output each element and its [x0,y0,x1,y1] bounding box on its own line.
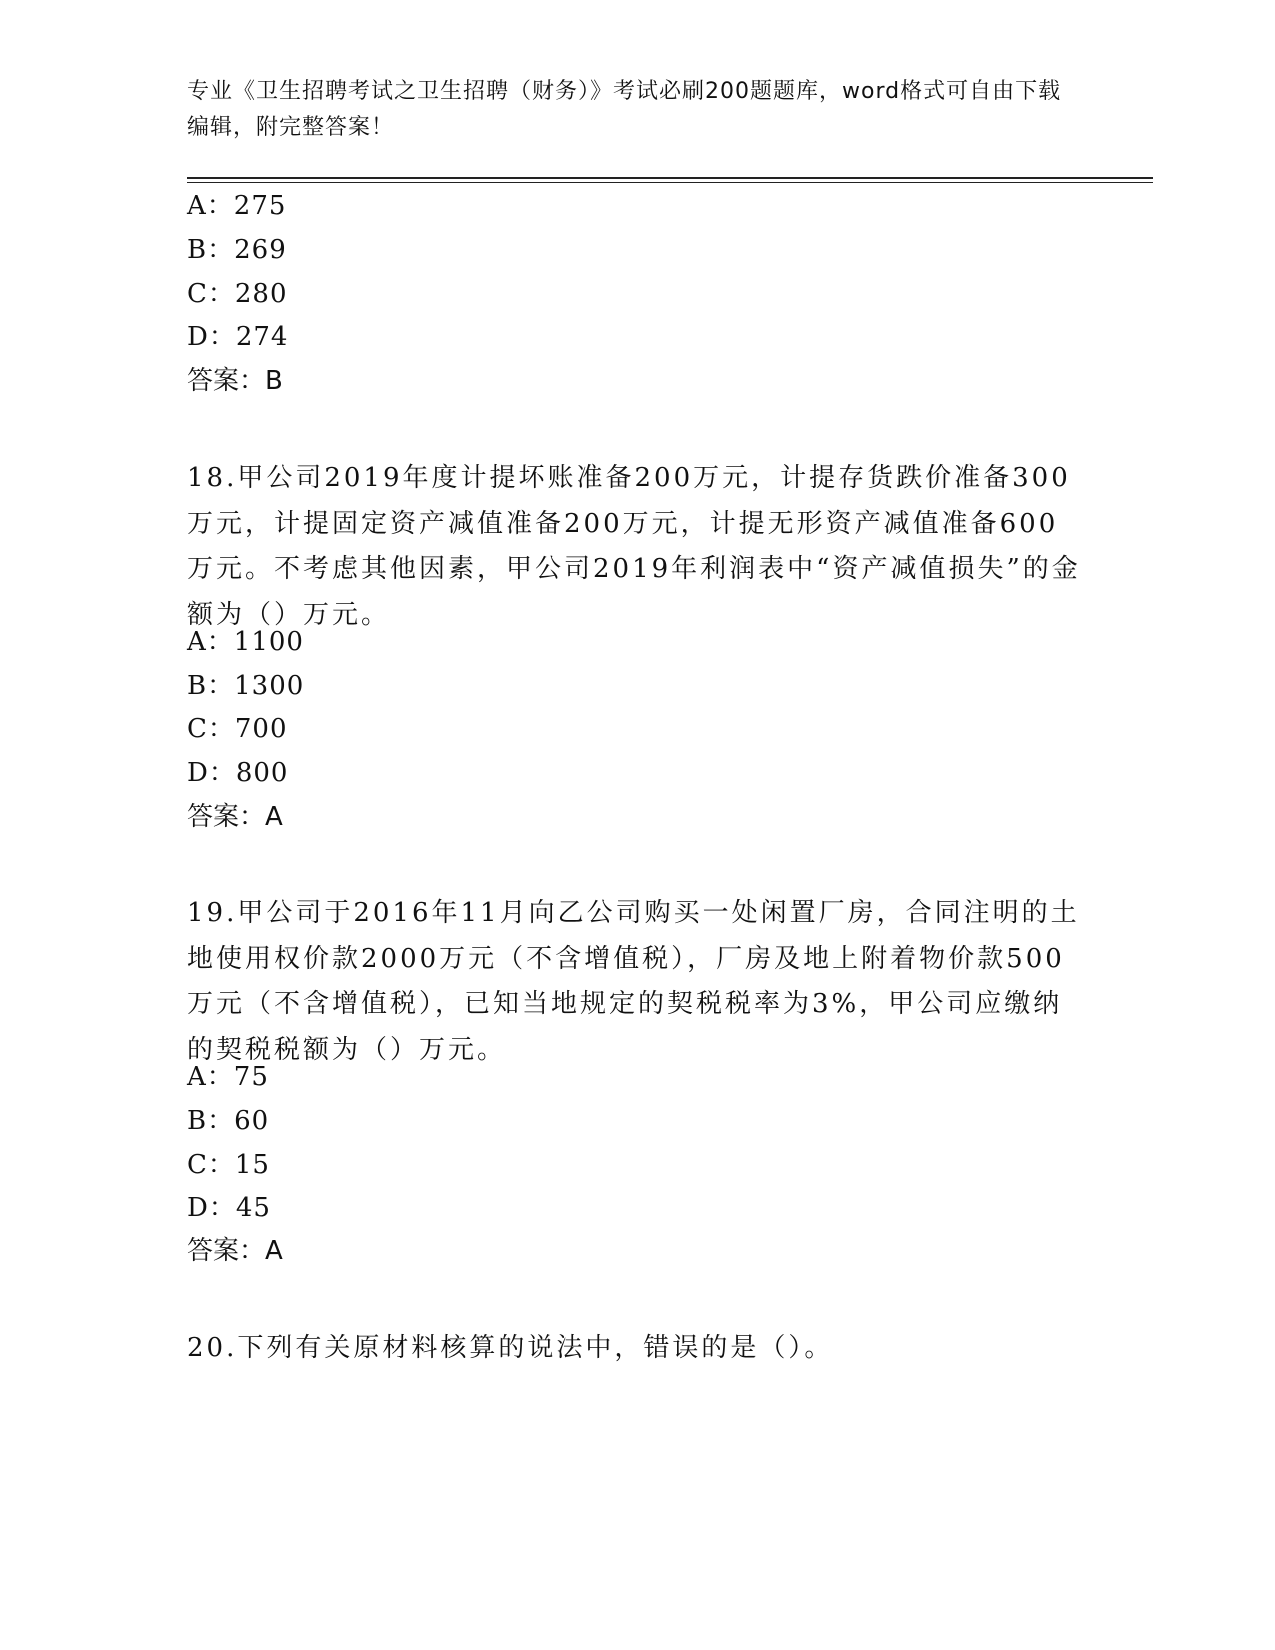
q17-option-d: D：274 [187,322,289,352]
q18-answer: 答案：A [187,802,283,832]
q17-answer: 答案：B [187,366,283,396]
header-rule-thick [187,177,1153,179]
q18-option-d: D：800 [187,758,289,788]
q17-option-c: C：280 [187,279,288,309]
document-header: 专业《卫生招聘考试之卫生招聘（财务）》考试必刷200题题库，word格式可自由下载编辑，附完整答案！ [187,79,1062,140]
q18-option-c: C：700 [187,714,288,744]
q19-option-c: C：15 [187,1150,270,1180]
q18-option-a: A：1100 [187,627,304,657]
header-rule-thin [187,182,1153,183]
q19-answer: 答案：A [187,1236,283,1266]
q19-option-b: B：60 [187,1106,270,1136]
q19-option-a: A：75 [187,1062,269,1092]
q20-question: 20.下列有关原材料核算的说法中，错误的是（）。 [187,1333,834,1363]
q19-question: 19.甲公司于2016年11月向乙公司购买一处闲置厂房，合同注明的土地使用权价款2000万元（不含增值税），厂房及地上附着物价款500万元（不含增值税），已知当地规定的契税税率为3%，甲公司应缴纳的契税税额为（）万元。 [187,898,1080,1065]
q17-option-b: B：269 [187,235,287,265]
q19-option-d: D：45 [187,1193,271,1223]
q18-option-b: B：1300 [187,671,305,701]
q17-option-a: A：275 [187,191,287,221]
q18-question: 18.甲公司2019年度计提坏账准备200万元，计提存货跌价准备300万元，计提固定资产减值准备200万元，计提无形资产减值准备600万元。不考虑其他因素，甲公司2019年利润表中“资产减值损失”的金额为（）万元。 [187,463,1081,630]
